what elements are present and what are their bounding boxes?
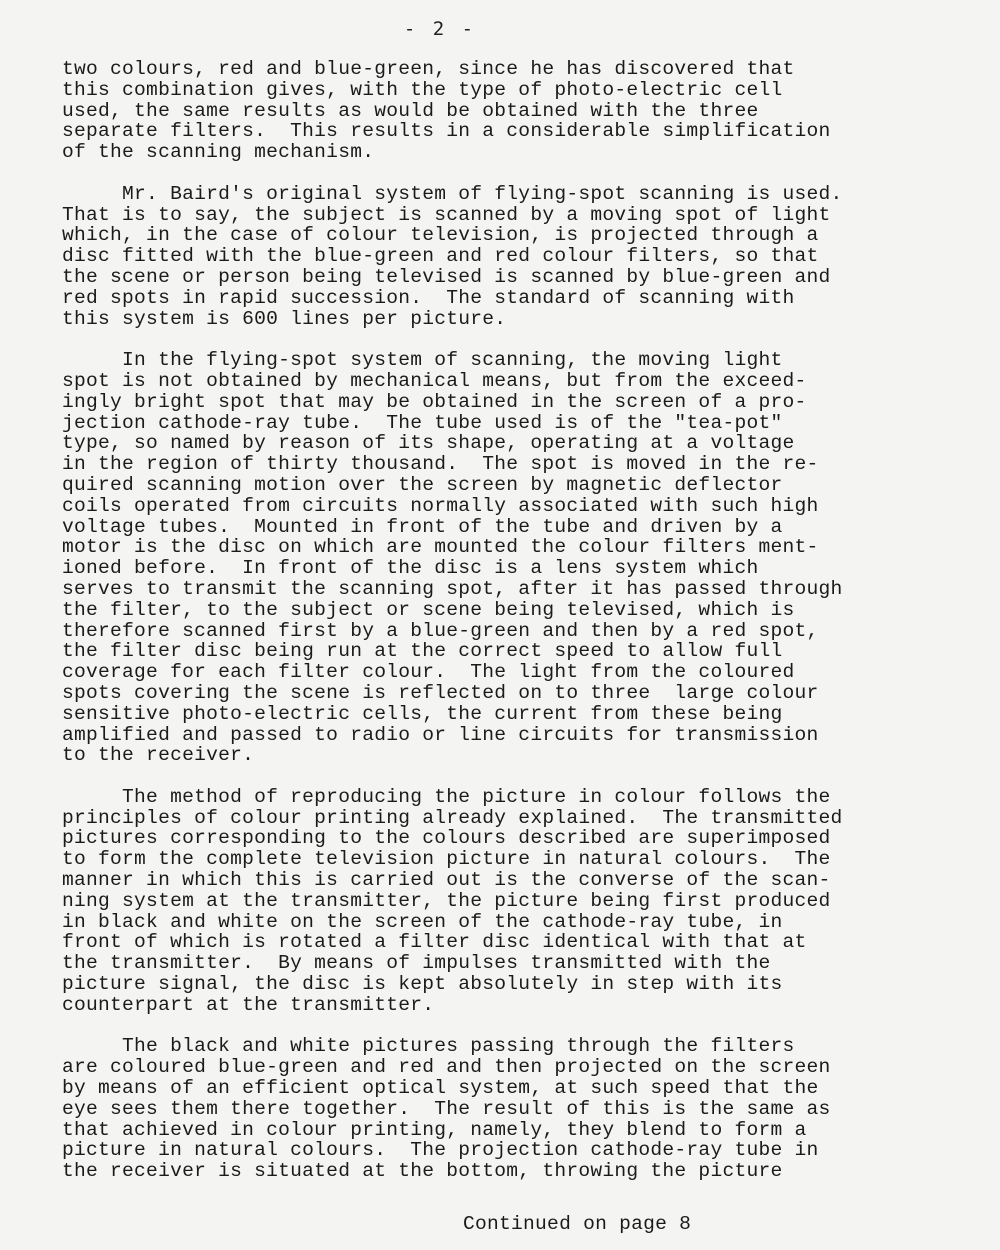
text-line: serves to transmit the scanning spot, after it has passed through xyxy=(62,577,843,600)
text-line: ingly bright spot that may be obtained in the screen of a pro- xyxy=(62,390,807,413)
text-line: therefore scanned first by a blue-green and then by a red spot, xyxy=(62,619,819,642)
text-line: which, in the case of colour television, is projected through a xyxy=(62,224,819,247)
text-line: this system is 600 lines per picture. xyxy=(62,307,507,330)
text-line: front of which is rotated a filter disc identical with that at xyxy=(62,931,807,954)
text-line: picture in natural colours. The projection cathode-ray tube in xyxy=(62,1139,819,1162)
text-line: voltage tubes. Mounted in front of the tube and driven by a xyxy=(62,515,783,538)
text-line: spots covering the scene is reflected on to three large colour xyxy=(62,681,819,704)
text-line: disc fitted with the blue-green and red colour filters, so that xyxy=(62,245,819,268)
text-line: two colours, red and blue-green, since he has discovered that xyxy=(62,58,795,80)
text-line: red spots in rapid succession. The standard of scanning with xyxy=(62,286,795,309)
text-line: motor is the disc on which are mounted the colour filters ment- xyxy=(62,536,819,559)
text-line: that achieved in colour printing, namely, they blend to form a xyxy=(62,1118,807,1141)
text-line: used, the same results as would be obtained with the three xyxy=(62,99,759,122)
text-line: spot is not obtained by mechanical means, but from the exceed- xyxy=(62,369,807,392)
paragraph xyxy=(62,350,892,766)
text-line: eye sees them there together. The result of this is the same as xyxy=(62,1097,831,1120)
text-line: counterpart at the transmitter. xyxy=(62,993,435,1016)
text-line: The black and white pictures passing through the filters xyxy=(62,1035,795,1058)
paragraph xyxy=(62,1036,892,1182)
text-line: jection cathode-ray tube. The tube used is of the "tea-pot" xyxy=(62,411,783,434)
text-line: by means of an efficient optical system, at such speed that the xyxy=(62,1077,819,1100)
text-line: coils operated from circuits normally associated with such high xyxy=(62,494,819,517)
page-number: - 2 - xyxy=(403,18,477,40)
text-line: separate filters. This results in a considerable simplification xyxy=(62,120,831,143)
text-line: In the flying-spot system of scanning, the moving light xyxy=(62,349,783,372)
text-line: manner in which this is carried out is the converse of the scan- xyxy=(62,869,831,892)
text-line: quired scanning motion over the screen by magnetic deflector xyxy=(62,473,783,496)
text-line: this combination gives, with the type of photo-electric cell xyxy=(62,78,783,101)
text-line: amplified and passed to radio or line circuits for transmission xyxy=(62,723,819,746)
text-line: in black and white on the screen of the cathode-ray tube, in xyxy=(62,910,783,933)
text-line: the filter, to the subject or scene being televised, which is xyxy=(62,598,795,621)
text-line: the receiver is situated at the bottom, throwing the picture xyxy=(62,1160,783,1183)
text-line: picture signal, the disc is kept absolutely in step with its xyxy=(62,973,783,996)
text-line: to form the complete television picture in natural colours. The xyxy=(62,848,831,871)
text-line: The method of reproducing the picture in colour follows the xyxy=(62,785,831,808)
paragraph xyxy=(62,787,892,1016)
text-line: the filter disc being run at the correct speed to allow full xyxy=(62,640,783,663)
text-line: sensitive photo-electric cells, the current from these being xyxy=(62,702,783,725)
text-line: coverage for each filter colour. The light from the coloured xyxy=(62,661,795,684)
text-line: to the receiver. xyxy=(62,744,255,767)
text-line: type, so named by reason of its shape, operating at a voltage xyxy=(62,432,795,455)
text-line: Mr. Baird's original system of flying-spot scanning is used. xyxy=(62,182,843,205)
text-line: the transmitter. By means of impulses transmitted with the xyxy=(62,952,771,975)
text-line: ning system at the transmitter, the picture being first produced xyxy=(62,889,831,912)
text-line: of the scanning mechanism. xyxy=(62,141,375,164)
text-line: ioned before. In front of the disc is a lens system which xyxy=(62,557,759,580)
continued-note: Continued on page 8 xyxy=(463,1213,692,1235)
text-line: the scene or person being televised is scanned by blue-green and xyxy=(62,265,831,288)
paragraph xyxy=(62,59,892,163)
paragraph xyxy=(62,184,892,330)
text-line: That is to say, the subject is scanned by a moving spot of light xyxy=(62,203,831,226)
document-body xyxy=(62,59,892,1203)
text-line: are coloured blue-green and red and then projected on the screen xyxy=(62,1056,831,1079)
text-line: pictures corresponding to the colours described are superimposed xyxy=(62,827,831,850)
text-line: in the region of thirty thousand. The spot is moved in the re- xyxy=(62,453,819,476)
text-line: principles of colour printing already explained. The transmitted xyxy=(62,806,843,829)
